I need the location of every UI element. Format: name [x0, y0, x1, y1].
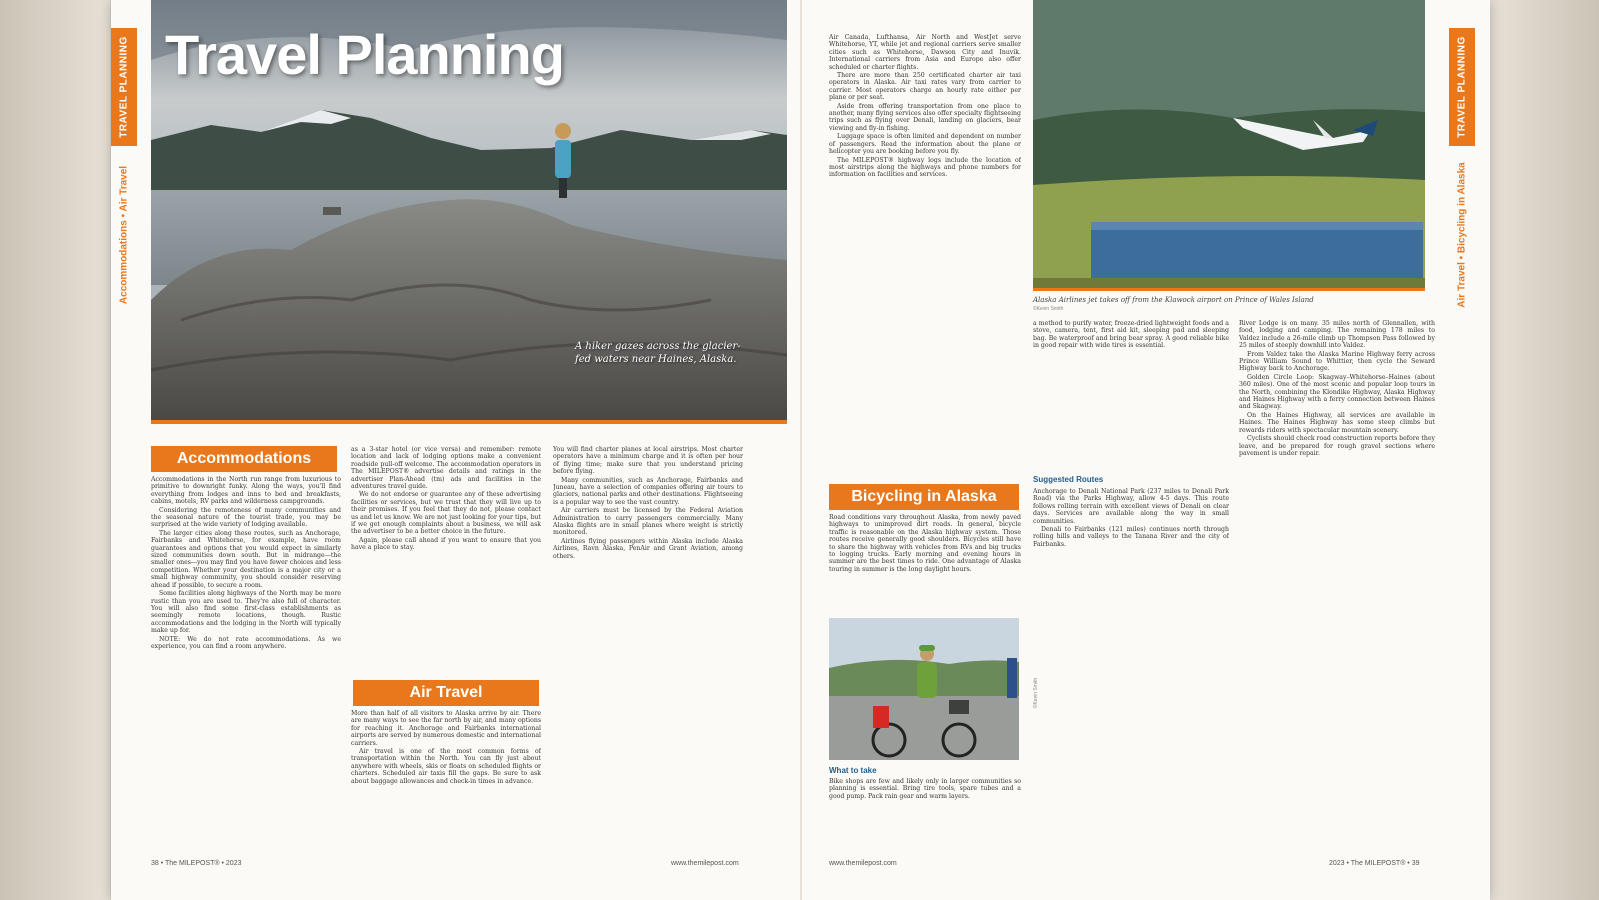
- paragraph: Road conditions vary throughout Alaska, from newly paved highways to unimproved dirt roads. In general, bicycle traffic is reasonable on the Alaska highway system. Those routes receive generally good shoulders. Bicycles still have to share the highway with vehicles from RVs and big trucks to logging trucks. Early morning and evening hours in summer are the best times to ride. One advantage of Alaska touring in summer is the long daylight hours.: [829, 514, 1021, 573]
- accommodations-column-1: [151, 476, 341, 854]
- air-travel-continued-column: [829, 34, 1021, 466]
- hero-caption: A hiker gazes across the glacier-fed waters near Haines, Alaska.: [575, 341, 741, 365]
- air-travel-column: [351, 710, 541, 854]
- left-section-tab: [111, 28, 137, 146]
- plane-caption: Alaska Airlines jet takes off from the Klawock airport on Prince of Wales Island: [1033, 296, 1314, 304]
- accommodations-heading: Accommodations: [151, 446, 337, 472]
- paragraph: Luggage space is often limited and dependent on number of passengers. Read the information about the plane or helicopter you are booking before you fly.: [829, 133, 1021, 156]
- paragraph: Again, please call ahead if you want to ensure that you have a place to stay.: [351, 536, 541, 552]
- paragraph: Airlines flying passengers within Alaska include Alaska Airlines, Ravn Alaska, PenAir and Grant Aviation, among others.: [553, 537, 743, 560]
- paragraph: River Lodge is on many. 35 miles north of Glennallen, with food, lodging and camping. The remaining 178 miles to Valdez include a 26-mile climb up Thompson Pass followed by 25 miles of steeply downhill into Valdez.: [1239, 320, 1435, 350]
- paragraph: The larger cities along these routes, such as Anchorage, Fairbanks and Whitehorse, for example, have room guarantees and options that you would expect in similarly sized communities down south. But in midrange—the smaller ones—you may find you have fewer choices and less competition. Whether your destination is a major city or a small highway community, you should consider reserving ahead if possible, to secure a room.: [151, 529, 341, 589]
- paragraph: There are more than 250 certificated charter air taxi operators in Alaska. Air taxi rates vary from carrier to carrier. Most operators charge an hourly rate either per plane or per seat.: [829, 72, 1021, 102]
- left-section-tab-label: TRAVEL PLANNING: [118, 36, 130, 138]
- plane-photo: [1033, 0, 1425, 288]
- paragraph: a method to purify water, freeze-dried lightweight foods and a stove, camera, tent, first aid kit, sleeping pad and sleeping bag. Be waterproof and bring bear spray. A good reliable bike in good repair with wide tires is essential.: [1033, 320, 1229, 350]
- hero-photo: [151, 0, 787, 420]
- paragraph: NOTE: We do not rate accommodations. As we experience, you can find a room anywhere.: [151, 635, 341, 650]
- paragraph: Air Canada, Lufthansa, Air North and WestJet serve Whitehorse, YT, while jet and regional carriers serve smaller cities such as Whitehorse, Dawson City and Inuvik. International carriers from Asia and Europe also offer scheduled or charter flights.: [829, 34, 1021, 71]
- paragraph: Many communities, such as Anchorage, Fairbanks and Juneau, have a selection of companies offering air tours to glaciers, national parks and other destinations. Flightseeing is a popular way to see the vast country.: [553, 476, 743, 506]
- paragraph: More than half of all visitors to Alaska arrive by air. There are many ways to see the far north by air, and many options for reaching it. Anchorage and Fairbanks international airports are served by numerous domestic and international carriers.: [351, 710, 541, 747]
- paragraph: as a 3-star hotel (or vice versa) and remember: remote location and lack of lodging options make a convenient roadside pull-off welcome. The accommodation operators in The MILEPOST® advertise details and ratings in the advertiser Plan-Ahead (tm) ads and facilities in the adventures travel guide.: [351, 446, 541, 491]
- background-left: [0, 0, 110, 900]
- left-page-url: www.themilepost.com: [671, 860, 739, 867]
- plane-takeoff-illustration: [1033, 0, 1425, 288]
- plane-photo-divider: [1033, 288, 1425, 291]
- paragraph: Air carriers must be licensed by the Federal Aviation Administration to carry passengers commercially. Many Alaska flights are in small planes where weight is strictly monitored.: [553, 507, 743, 537]
- suggested-routes-column: [1033, 488, 1229, 854]
- page-title: Travel Planning: [165, 23, 564, 86]
- left-page-folio: 38 • The MILEPOST® • 2023: [151, 860, 242, 867]
- paragraph: The MILEPOST® highway logs include the location of most airstrips along the highways and phone numbers for information on facilities and services.: [829, 156, 1021, 179]
- air-travel-column-3: [553, 446, 743, 854]
- paragraph: Some facilities along highways of the North may be more rustic than you are used to. They're also full of character. You will also find some first-class establishments as seemingly remote locations, though. Rustic accommodations and the lodging in the North will typically make up for.: [151, 590, 341, 635]
- air-travel-heading: Air Travel: [353, 680, 539, 706]
- accommodations-column-2: [351, 446, 541, 674]
- far-right-column: [1239, 320, 1435, 854]
- paragraph: Bike shops are few and likely only in larger communities so planning is essential. Bring tire tools, spare tubes and a good pump. Pack rain gear and warm layers.: [829, 778, 1021, 800]
- paragraph: From Valdez take the Alaska Marine Highway ferry across Prince William Sound to Whittier, then cycle the Seward Highway back to Anchorage.: [1239, 350, 1435, 373]
- bicycle-photo: [829, 618, 1019, 760]
- paragraph: Cyclists should check road construction reports before they leave, and be prepared for rough gravel sections where pavement is under repair.: [1239, 435, 1435, 457]
- page-gutter: [800, 0, 802, 900]
- paragraph: You will find charter planes at local airstrips. Most charter operators have a minimum charge and it is often per hour of flying time; make sure that you understand pricing before flying.: [553, 446, 743, 476]
- paragraph: Considering the remoteness of many communities and the seasonal nature of the tourist trade, you may be surprised at the wide variety of lodging available.: [151, 506, 341, 529]
- plane-photo-credit: ©Kevin Smith: [1033, 306, 1064, 312]
- paragraph: Anchorage to Denali National Park (237 miles to Denali Park Road) via the Parks Highway, allow 4-5 days. This route follows rolling terrain with excellent views of Denali on clear days. Services are available along the way in small communities.: [1033, 488, 1229, 525]
- paragraph: On the Haines Highway, all services are available in Haines. The Haines Highway has some steep climbs but rewards riders with spectacular mountain scenery.: [1239, 411, 1435, 434]
- right-page-folio: 2023 • The MILEPOST® • 39: [1329, 860, 1420, 867]
- bicycling-heading: Bicycling in Alaska: [829, 484, 1019, 510]
- right-section-subtitle: [1449, 150, 1475, 320]
- cyclist-illustration: [829, 618, 1019, 760]
- bike-photo-credit: ©Kevin Smith: [1033, 677, 1040, 709]
- paragraph: Accommodations in the North run range from luxurious to primitive to downright funky. Along the ways, you'll find everything from lodges and inns to bed and breakfasts, cabins, motels, RV parks and wilderness campgrounds.: [151, 476, 341, 506]
- right-section-tab-label: TRAVEL PLANNING: [1456, 36, 1468, 138]
- what-to-take-heading: What to take: [829, 766, 877, 775]
- paragraph: We do not endorse or guarantee any of these advertising facilities or services, but we trust that they will live up to their promises. If you feel that they do not, please contact us and let us know. We are not just looking for your tips, but if we get enough complaints about a business, we will ask the advertiser to be a better choice in the future.: [351, 491, 541, 536]
- left-section-subtitle: [111, 150, 137, 320]
- routes-column: [1033, 320, 1229, 470]
- magazine-spread: [111, 0, 1490, 900]
- paragraph: Golden Circle Loop: Skagway–Whitehorse–Haines (about 360 miles). One of the most scenic and popular loop tours in the North, combining the Klondike Highway, Alaska Highway and Haines Highway with a ferry connection between Haines and Skagway.: [1239, 373, 1435, 411]
- right-section-tab: [1449, 28, 1475, 146]
- hero-divider: [151, 420, 787, 424]
- paragraph: Aside from offering transportation from one place to another, many flying services also offer specialty flightseeing trips such as flying over Denali, landing on glaciers, bear viewing and fly-in fishing.: [829, 102, 1021, 132]
- right-page-url: www.themilepost.com: [829, 860, 897, 867]
- suggested-routes-heading: Suggested Routes: [1033, 475, 1104, 484]
- right-section-subtitle-label: Air Travel • Bicycling in Alaska: [1456, 162, 1468, 308]
- left-section-subtitle-label: Accommodations • Air Travel: [118, 165, 130, 305]
- background-right: [1489, 0, 1599, 900]
- paragraph: Denali to Fairbanks (121 miles) continues north through rolling hills and valleys to the Tanana River and the city of Fairbanks.: [1033, 526, 1229, 548]
- paragraph: Air travel is one of the most common forms of transportation within the North. You can fly just about anywhere with wheels, skis or floats on scheduled flights or charters. Scheduled air taxis fill the gaps. Be sure to ask about baggage allowances and check-in times in advance.: [351, 748, 541, 785]
- bicycling-column: [829, 514, 1021, 614]
- what-to-take-column: [829, 778, 1021, 854]
